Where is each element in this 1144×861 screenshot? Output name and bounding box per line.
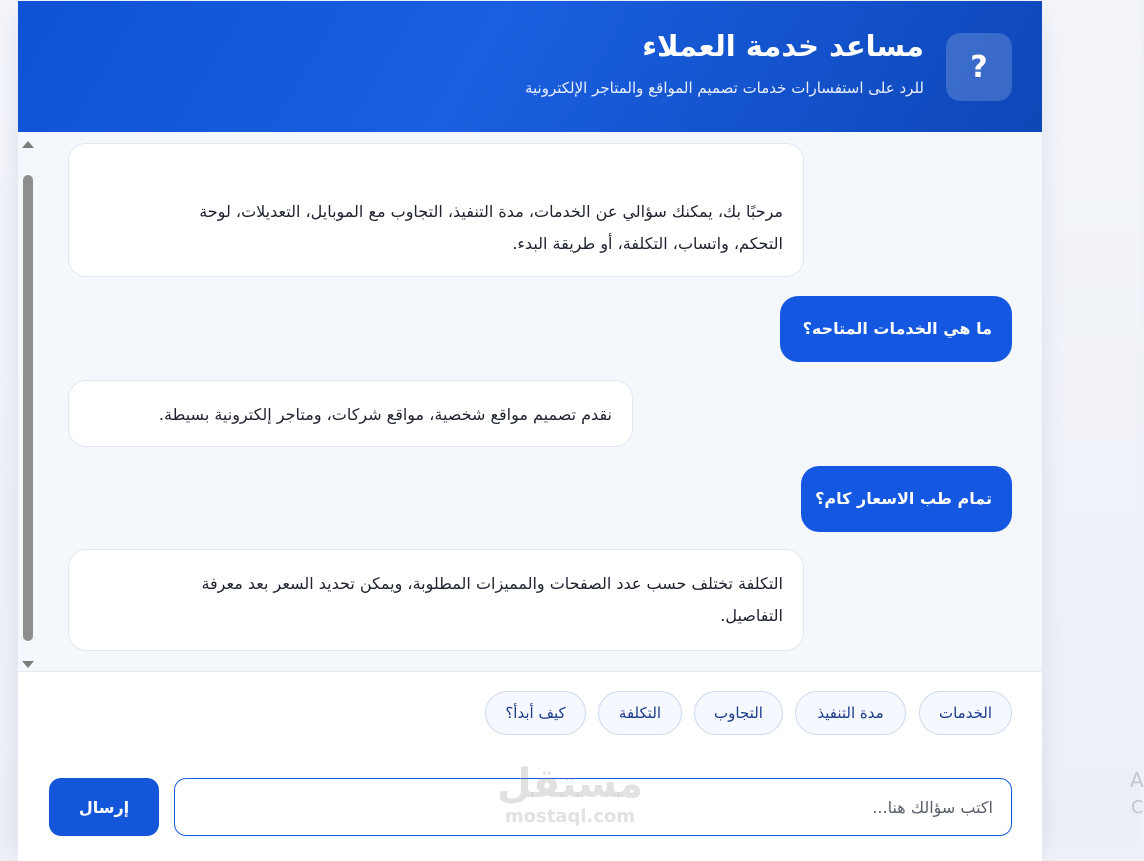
message-list[interactable] [18, 132, 1042, 671]
quick-reply-responsive[interactable]: التجاوب [694, 691, 783, 735]
scrollbar[interactable] [21, 138, 35, 668]
chat-header [18, 1, 1042, 132]
chat-title: مساعد خدمة العملاء [642, 29, 924, 63]
scroll-up-arrow-icon[interactable] [22, 141, 34, 148]
chat-subtitle: للرد على استفسارات خدمات تصميم المواقع والمتاجر الإلكترونية [524, 79, 924, 97]
help-question-icon: ? [946, 33, 1012, 101]
bot-message [68, 143, 804, 277]
quick-reply-duration[interactable]: مدة التنفيذ [795, 691, 906, 735]
user-message: تمام طب الاسعار كام؟ [801, 466, 1012, 532]
watermark-arabic: مستقل [496, 761, 644, 807]
bot-message [68, 549, 804, 651]
send-button[interactable]: إرسال [49, 778, 159, 836]
bot-message-line: التحكم، واتساب، التكلفة، أو طريقة البدء. [512, 234, 783, 253]
quick-reply-cost[interactable]: التكلفة [598, 691, 682, 735]
quick-replies [18, 672, 1042, 757]
scroll-down-arrow-icon[interactable] [22, 661, 34, 668]
watermark-latin: mostaql.com [504, 806, 636, 827]
bot-message-line: التفاصيل. [720, 606, 783, 625]
quick-reply-services[interactable]: الخدمات [919, 691, 1012, 735]
bot-message: نقدم تصميم مواقع شخصية، مواقع شركات، ومتاجر إلكترونية بسيطة. [68, 380, 633, 447]
message-input[interactable] [174, 778, 1012, 836]
user-message: ما هي الخدمات المتاحه؟ [780, 296, 1012, 362]
edge-text-a: A [1130, 768, 1144, 792]
scrollbar-thumb[interactable] [23, 175, 33, 641]
quick-reply-how-to-start[interactable]: كيف أبدأ؟ [485, 691, 586, 735]
edge-text-c: C [1131, 797, 1144, 818]
bot-message-line: التكلفة تختلف حسب عدد الصفحات والمميزات المطلوبة، ويمكن تحديد السعر بعد معرفة [201, 574, 783, 593]
bot-message-line: مرحبًا بك، يمكنك سؤالي عن الخدمات، مدة التنفيذ، التجاوب مع الموبايل، التعديلات، لوحة [199, 202, 783, 221]
chat-widget [18, 1, 1042, 861]
composer [18, 757, 1042, 861]
